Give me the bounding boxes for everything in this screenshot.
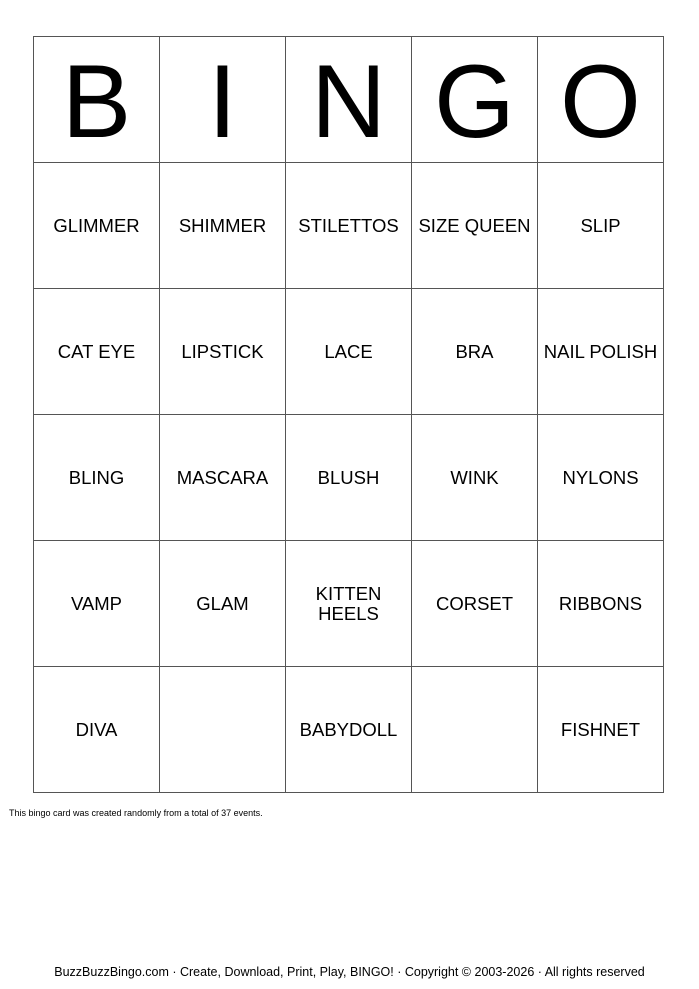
bingo-cell: [160, 541, 286, 667]
cell-label: GLAM: [196, 592, 249, 614]
bingo-cell: [286, 163, 412, 289]
bingo-card: [33, 36, 664, 793]
cell-label: STILETTOS: [298, 214, 399, 236]
header-letter-b: B: [34, 37, 160, 163]
header-letter-g: G: [412, 37, 538, 163]
header-letter-o: O: [538, 37, 664, 163]
bingo-cell: [286, 667, 412, 793]
bingo-cell: [160, 415, 286, 541]
bingo-cell: [538, 541, 664, 667]
bingo-row: [34, 415, 664, 541]
cell-label: NAIL POLISH: [543, 340, 658, 362]
bingo-cell: [412, 541, 538, 667]
generation-note: This bingo card was created randomly from a total of 37 events.: [9, 808, 263, 818]
cell-label: BLING: [68, 466, 125, 488]
cell-label: RIBBONS: [558, 592, 643, 614]
bingo-row: [34, 667, 664, 793]
bingo-cell: [538, 667, 664, 793]
bingo-row: [34, 541, 664, 667]
cell-label: CAT EYE: [57, 340, 136, 362]
bingo-cell-empty: [160, 667, 286, 793]
cell-label: SLIP: [580, 214, 621, 236]
bingo-cell: [412, 289, 538, 415]
cell-label: VAMP: [70, 592, 123, 614]
cell-label: SHIMMER: [178, 214, 267, 236]
cell-label: LIPSTICK: [181, 340, 264, 362]
cell-label: BRA: [455, 340, 494, 362]
cell-label: BLUSH: [317, 466, 380, 488]
cell-label: BABYDOLL: [299, 718, 398, 740]
cell-label: KITTEN HEELS: [315, 582, 382, 624]
bingo-cell: [538, 415, 664, 541]
bingo-cell: [34, 541, 160, 667]
bingo-cell: [412, 415, 538, 541]
cell-label: LACE: [324, 340, 373, 362]
cell-label: MASCARA: [176, 466, 269, 488]
bingo-row: [34, 289, 664, 415]
bingo-cell: [538, 163, 664, 289]
bingo-cell: [538, 289, 664, 415]
cell-label: WINK: [450, 466, 499, 488]
bingo-cell: [412, 163, 538, 289]
bingo-cell: [286, 415, 412, 541]
cell-label: GLIMMER: [53, 214, 140, 236]
bingo-cell: [34, 289, 160, 415]
bingo-header-row: [34, 37, 664, 163]
bingo-cell: [34, 667, 160, 793]
header-letter-i: I: [160, 37, 286, 163]
bingo-cell: [286, 541, 412, 667]
cell-label: CORSET: [435, 592, 514, 614]
cell-label: SIZE QUEEN: [418, 214, 531, 236]
bingo-cell: [286, 289, 412, 415]
bingo-cell-empty: [412, 667, 538, 793]
footer-copyright: BuzzBuzzBingo.com · Create, Download, Print, Play, BINGO! · Copyright © 2003-2026 · All rights reserved: [54, 965, 645, 979]
bingo-cell: [160, 289, 286, 415]
bingo-cell: [160, 163, 286, 289]
cell-label: DIVA: [75, 718, 118, 740]
bingo-cell: [34, 163, 160, 289]
bingo-row: [34, 163, 664, 289]
cell-label: NYLONS: [562, 466, 639, 488]
cell-label: FISHNET: [560, 718, 641, 740]
bingo-cell: [34, 415, 160, 541]
header-letter-n: N: [286, 37, 412, 163]
